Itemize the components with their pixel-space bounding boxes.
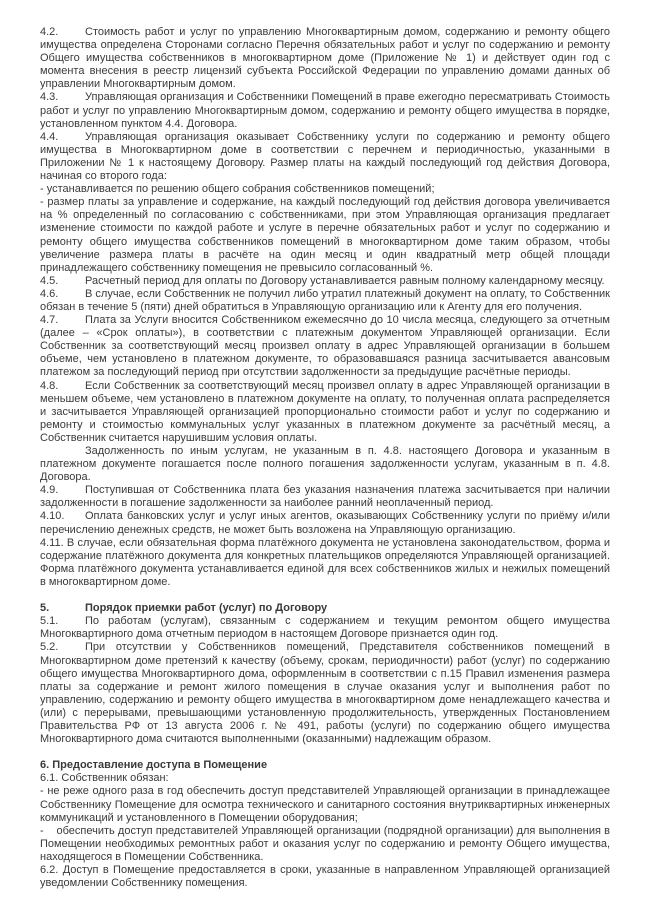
clause-text: - обеспечить доступ представителей Управляющей организации (подрядной организации) для выполнения в Помещении необходимых ремонтных работ и оказания услуг по содержанию и ремонту Общего имущества, находящегося в Помещении Собственника.: [40, 824, 610, 863]
clause-number: 4.5.: [40, 274, 59, 287]
section-heading: [40, 602, 610, 615]
clause-number: 4.8.: [40, 379, 59, 392]
clause-number: 5.1.: [40, 615, 59, 628]
clause-number: 4.7.: [40, 314, 59, 327]
clause-paragraph: [40, 288, 610, 314]
clause-paragraph: [40, 641, 610, 746]
clause-number: 4.4.: [40, 130, 59, 143]
clause-text: В случае, если Собственник не получил либо утратил платежный документ на оплату, то Собственник обязан в течение 5 (пяти) дней обратиться в Управляющую организацию или к Агенту для его получения.: [40, 287, 610, 313]
clause-number: 4.2.: [40, 26, 59, 38]
clause-text: 4.11. В случае, если обязательная форма платёжного документа не установлена законодательством, форма и содержание платёжного документа для конкретных плательщиков определяются Управляющей организацией. Форма платёжного документа устанавливается единой для всех собственников жилых и нежилых помещений в многоквартирном доме.: [40, 536, 610, 588]
clause-text: Управляющая организация оказывает Собственнику услуги по содержанию и ремонту общего имущества в Многоквартирном доме в соответствии с перечнем и периодичностью, указанными в Приложении № 1 к настоящему Договору. Размер платы на каждый последующий год действия Договора, начиная со второго года:: [40, 130, 610, 183]
clause-text: Расчетный период для оплаты по Договору устанавливается равным полному календарному месяцу.: [85, 274, 605, 287]
clause-paragraph: [40, 785, 610, 824]
clause-number: 4.9.: [40, 484, 59, 497]
clause-text: - размер платы за управление и содержание, на каждый последующий год действия договора увеличивается на % определенный по согласованию с собственниками, при этом Управляющая организация предлагает изменение стоимости по каждой работе и услуге в перечне обязательных работ и услуг по содержанию и ремонту общего имущества собственников помещений в многоквартирном доме таким образом, чтобы увеличение размера платы в расчёте на один месяц и один квадратный метр общей площади принадлежащего собственнику помещения не превысило согласованный %.: [40, 196, 610, 274]
clause-paragraph: [40, 445, 610, 484]
clause-text: Поступившая от Собственника плата без указания назначения платежа засчитывается при наличии задолженности в погашение задолженности за наиболее ранний неоплаченный период.: [40, 484, 610, 510]
clause-paragraph: [40, 314, 610, 379]
clause-text: При отсутствии у Собственников помещений, Представителя собственников помещений в Многоквартирном доме претензий к качеству (объему, срокам, периодичности) работ (услуг) по содержанию общего имущества Многоквартирного дома, оформленным в соответствии с п.15 Правил изменения размера платы за содержание и ремонт жилого помещения в случае оказания услуг и выполнения работ по управлению, содержанию и ремонту общего имущества в многоквартирном доме ненадлежащего качества и (или) с перерывами, превышающими установленную продолжительность, утвержденных Постановлением Правительства РФ от 13 августа 2006 г. № 491, работы (услуги) по содержанию общего имущества Многоквартирного дома считаются выполненными (оказанными) надлежащим образом.: [40, 641, 610, 746]
clause-text: Если Собственник за соответствующий месяц произвел оплату в адрес Управляющей организации в меньшем объеме, чем установлено в платежном документе на оплату, то полученная оплата распределяется и засчитывается Управляющей организацией пропорционально стоимости работ и услуг по содержанию и ремонту и стоимостью коммунальных услуг указанных в платежном документе за расчётный месяц, а Собственник считается нарушившим условия оплаты.: [40, 379, 610, 444]
clause-number: 4.3.: [40, 91, 59, 104]
clause-text: Управляющая организация и Собственники Помещений в праве ежегодно пересматривать Стоимость работ и услуг по управлению Многоквартирным домом, содержанию и ремонту общего имущества в порядке, установленном пунктом 4.4. Договора.: [40, 91, 610, 130]
clause-paragraph: [40, 196, 610, 275]
clause-text: - не реже одного раза в год обеспечить доступ представителей Управляющей организации в принадлежащее Собственнику Помещение для осмотра технического и санитарного состояния внутриквартирных инженерных коммуникаций и установленного в Помещении оборудования;: [40, 785, 610, 824]
clause-text: Порядок приемки работ (услуг) по Договору: [85, 602, 328, 615]
clause-text: 6.2. Доступ в Помещение предоставляется в сроки, указанные в направленном Управляющей организацией уведомлении Собственнику помещения.: [40, 864, 610, 890]
blank-line: [40, 589, 610, 602]
clause-paragraph: [40, 26, 610, 91]
clause-paragraph: [40, 183, 610, 196]
blank-line: [40, 746, 610, 759]
clause-paragraph: [40, 510, 610, 536]
clause-paragraph: [40, 380, 610, 445]
clause-text: - устанавливается по решению общего собрания собственников помещений;: [40, 183, 435, 196]
clause-text: Стоимость работ и услуг по управлению Многоквартирным домом, содержанию и ремонту общего имущества определена Сторонами согласно Перечня обязательных работ и услуг по содержанию и ремонту Общего имущества собственников в многоквартирном доме (Приложение № 1) и действует один год с момента внесения в реестр лицензий субъекта Российской Федерации по управлению домами данных об управлении Многоквартирным домом.: [40, 26, 610, 91]
section-heading: [40, 759, 610, 772]
clause-text: Плата за Услуги вносится Собственником ежемесячно до 10 числа месяца, следующего за отчетным (далее – «Срок оплаты»), в соответствии с платежным документом Управляющей организации. Если Собственник за соответствующий месяц произвел оплату в адрес Управляющей организации в большем объеме, чем установлено в платежном документе, то образовавшаяся разница засчитывается авансовым платежом за последующий период при отсутствии задолженности за предыдущие расчётные периоды.: [40, 314, 610, 379]
clause-paragraph: [40, 864, 610, 890]
clause-paragraph: [40, 131, 610, 183]
clause-number: 5.2.: [40, 641, 59, 654]
clause-number: 4.10.: [40, 510, 65, 523]
clause-text: 6. Предоставление доступа в Помещение: [40, 759, 268, 772]
document-body: [40, 26, 610, 890]
clause-paragraph: [40, 537, 610, 589]
clause-text: Задолженность по иным услугам, не указанным в п. 4.8. настоящего Договора и указанным в платежном документе погашается после полного погашения задолженности услугам, указанным в п. 4.8. Договора.: [40, 445, 610, 484]
clause-text: 6.1. Собственник обязан:: [40, 772, 169, 785]
clause-number: 5.: [40, 602, 50, 615]
clause-text: По работам (услугам), связанным с содержанием и текущим ремонтом общего имущества Многоквартирного дома отчетным периодом в настоящем Договоре признается один год.: [40, 615, 610, 641]
clause-paragraph: [40, 772, 610, 785]
clause-paragraph: [40, 91, 610, 130]
clause-text: Оплата банковских услуг и услуг иных агентов, оказывающих Собственнику услуги по приёму и/или перечислению денежных средств, не может быть возложена на Управляющую организацию.: [40, 510, 610, 536]
clause-paragraph: [40, 825, 610, 864]
clause-paragraph: [40, 484, 610, 510]
clause-paragraph: [40, 615, 610, 641]
clause-paragraph: [40, 275, 610, 288]
clause-number: 4.6.: [40, 287, 59, 300]
